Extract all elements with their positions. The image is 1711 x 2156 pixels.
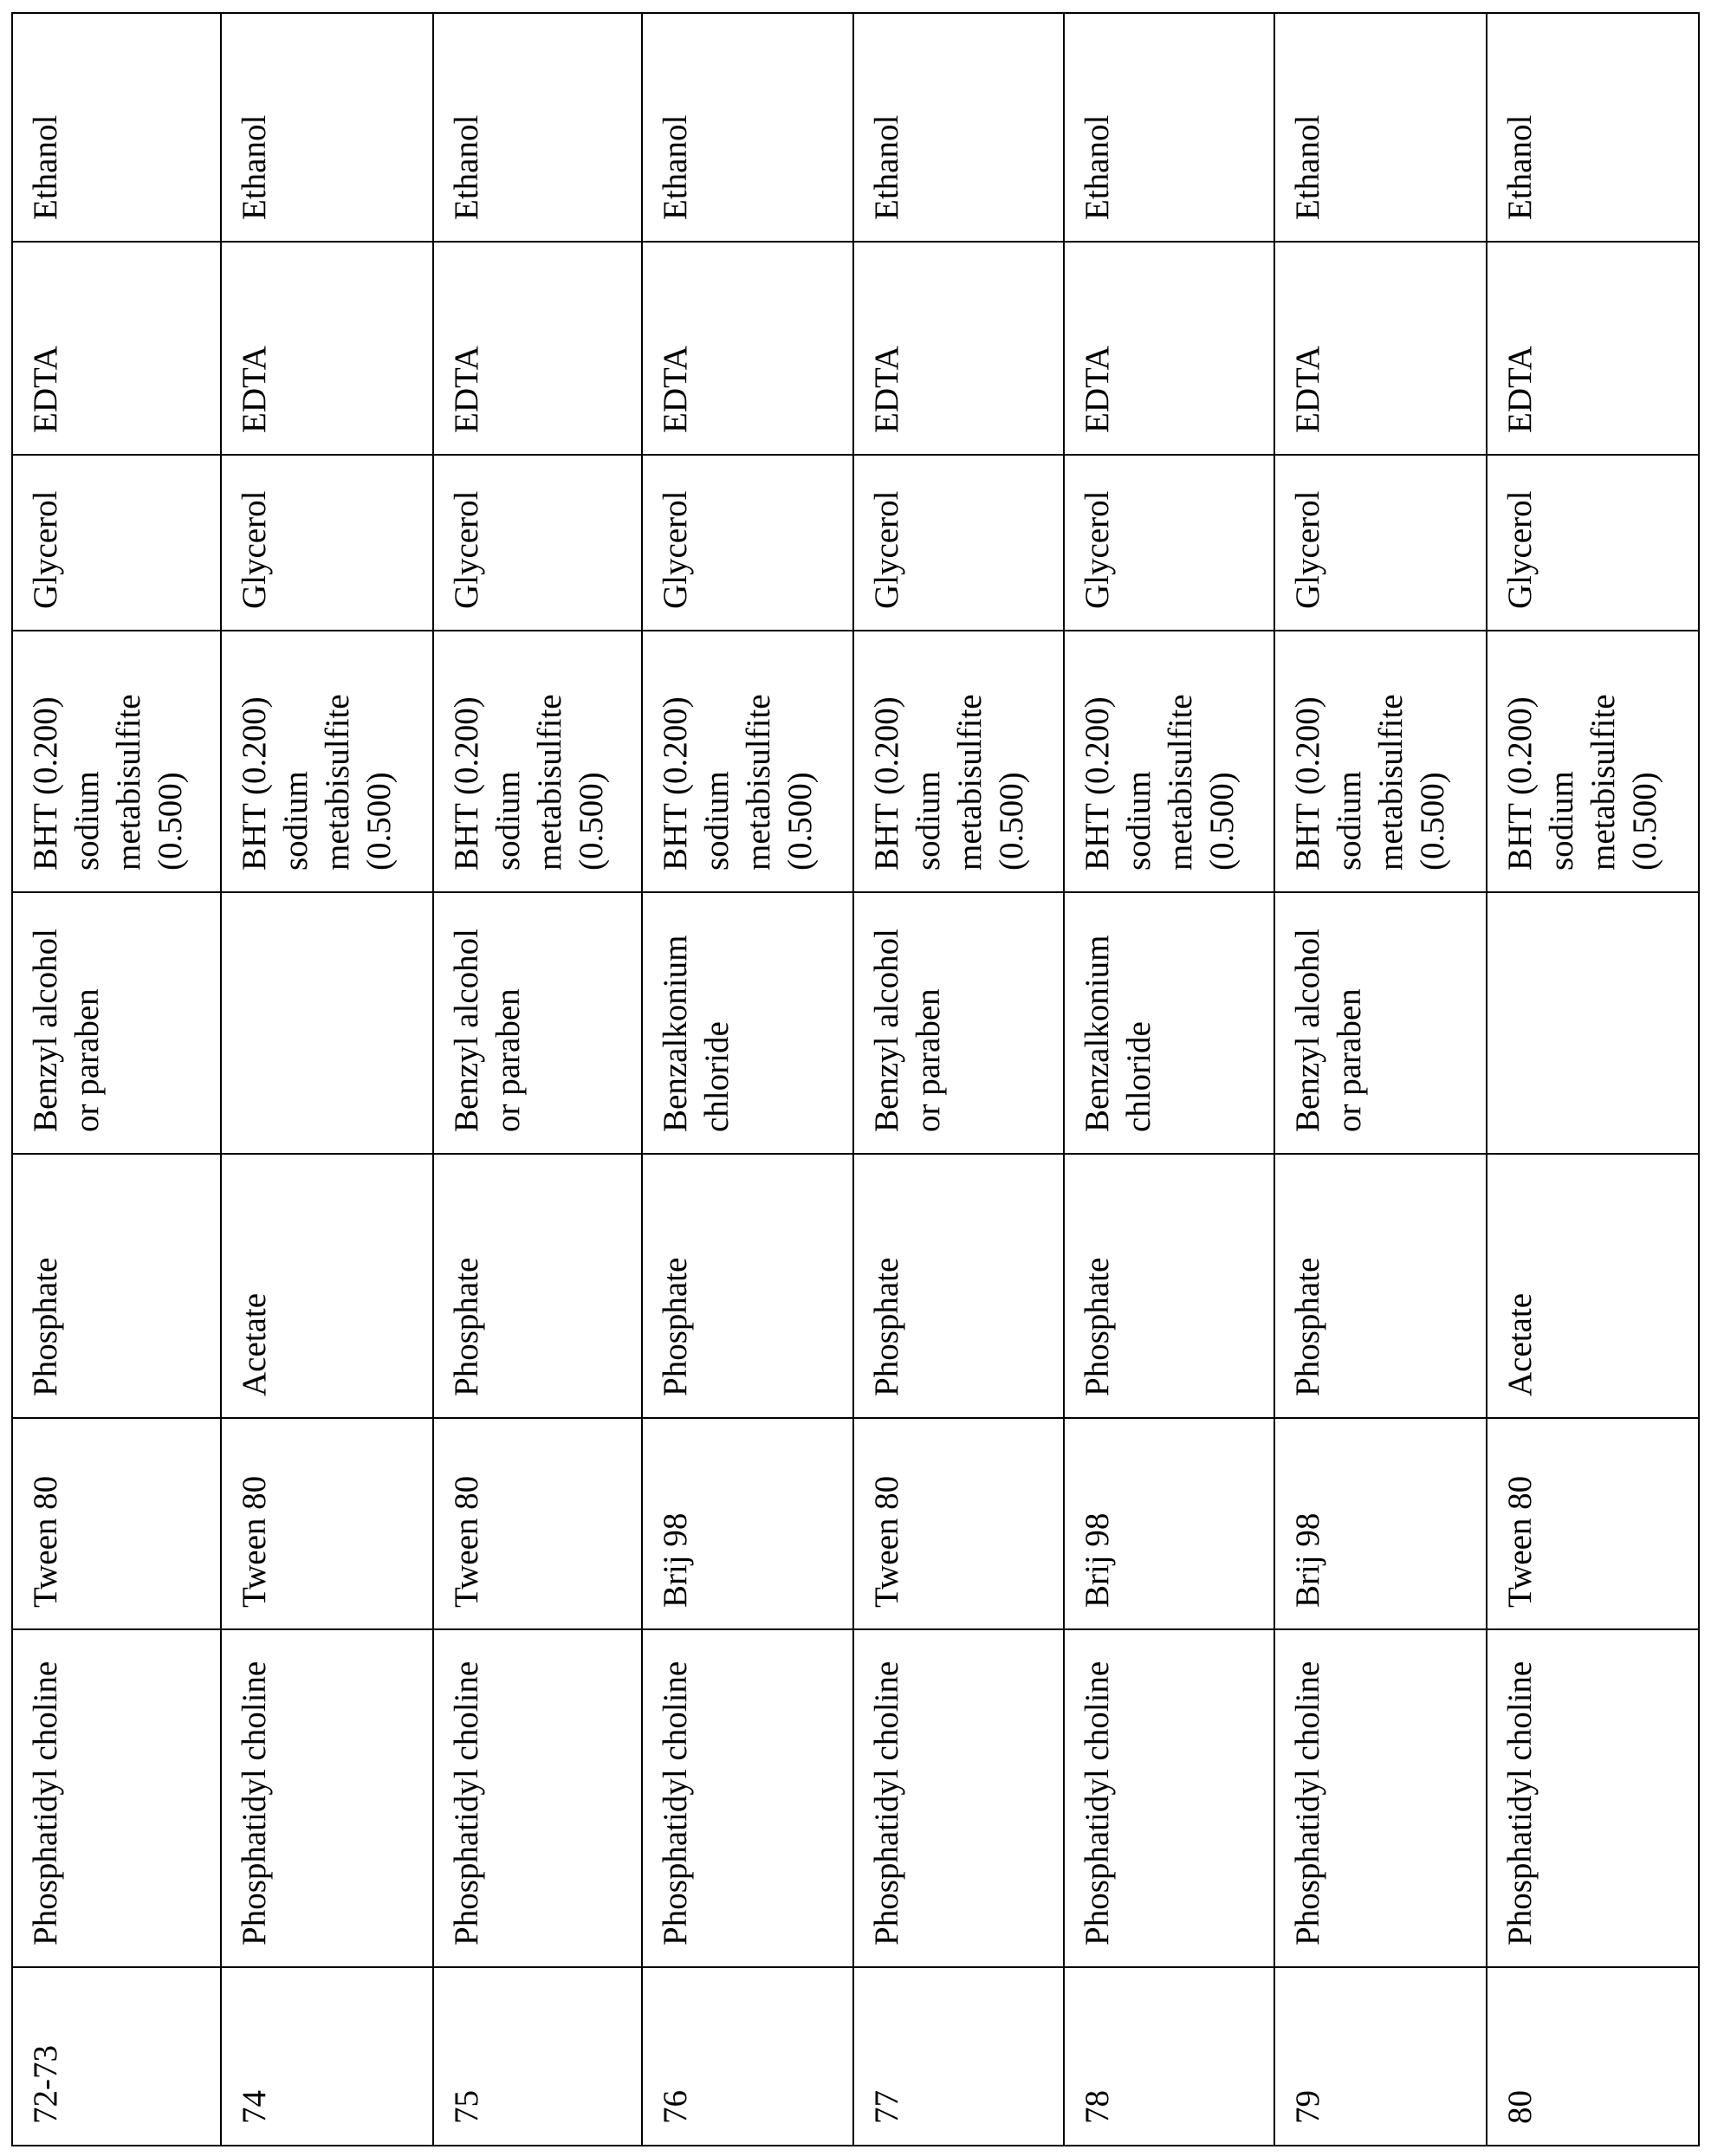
cell-text-polyol: Glycerol xyxy=(1487,456,1698,630)
cell-text-buffer: Phosphate xyxy=(1065,1155,1274,1417)
table-cell-number xyxy=(1274,1966,1487,2146)
cell-text-ethanol: Ethanol xyxy=(222,14,432,241)
cell-text-preservative: Benzyl alcohol or paraben xyxy=(854,893,1063,1153)
table-cell-polyol xyxy=(1063,454,1275,631)
cell-text-surfactant: Tween 80 xyxy=(1487,1419,1698,1628)
table-cell-preservative xyxy=(1063,891,1275,1155)
table-cell-lipid xyxy=(11,1628,222,1968)
cell-text-preservative xyxy=(1487,893,1698,1153)
table-cell-chelator xyxy=(1486,241,1700,456)
table-cell-surfactant xyxy=(852,1417,1065,1630)
table-cell-antioxidant xyxy=(1486,630,1700,893)
cell-text-buffer: Phosphate xyxy=(643,1155,852,1417)
cell-text-surfactant: Tween 80 xyxy=(222,1419,432,1628)
table-cell-lipid xyxy=(1486,1628,1700,1968)
cell-text-antioxidant: BHT (0.200) sodium metabisulfite (0.500) xyxy=(434,631,641,891)
cell-text-preservative: Benzyl alcohol or paraben xyxy=(434,893,641,1153)
cell-text-antioxidant: BHT (0.200) sodium metabisulfite (0.500) xyxy=(643,631,852,891)
cell-text-chelator: EDTA xyxy=(434,243,641,454)
table-cell-surfactant xyxy=(1486,1417,1700,1630)
cell-text-ethanol: Ethanol xyxy=(854,14,1063,241)
cell-text-buffer: Phosphate xyxy=(434,1155,641,1417)
cell-text-ethanol: Ethanol xyxy=(1065,14,1274,241)
cell-text-polyol: Glycerol xyxy=(434,456,641,630)
cell-text-surfactant: Brij 98 xyxy=(643,1419,852,1628)
table-cell-buffer xyxy=(1063,1153,1275,1419)
table-cell-ethanol xyxy=(432,12,643,243)
cell-text-lipid: Phosphatidyl choline xyxy=(1487,1630,1698,1966)
cell-text-polyol: Glycerol xyxy=(1275,456,1486,630)
rotated-formulation-table xyxy=(0,0,1711,2156)
cell-text-chelator: EDTA xyxy=(1065,243,1274,454)
cell-text-antioxidant: BHT (0.200) sodium metabisulfite (0.500) xyxy=(854,631,1063,891)
table-cell-surfactant xyxy=(641,1417,854,1630)
table-cell-preservative xyxy=(432,891,643,1155)
table-cell-chelator xyxy=(1063,241,1275,456)
cell-text-preservative: Benzalkonium chloride xyxy=(1065,893,1274,1153)
cell-text-antioxidant: BHT (0.200) sodium metabisulfite (0.500) xyxy=(222,631,432,891)
table-cell-antioxidant xyxy=(852,630,1065,893)
cell-text-number: 79 xyxy=(1275,1968,1486,2145)
table-cell-preservative xyxy=(641,891,854,1155)
cell-text-lipid: Phosphatidyl choline xyxy=(222,1630,432,1966)
table-cell-surfactant xyxy=(1274,1417,1487,1630)
cell-text-buffer: Acetate xyxy=(222,1155,432,1417)
table-cell-chelator xyxy=(641,241,854,456)
table-cell-ethanol xyxy=(1486,12,1700,243)
cell-text-ethanol: Ethanol xyxy=(1275,14,1486,241)
cell-text-lipid: Phosphatidyl choline xyxy=(434,1630,641,1966)
table-cell-lipid xyxy=(1063,1628,1275,1968)
table-cell-preservative xyxy=(220,891,434,1155)
cell-text-number: 72-73 xyxy=(13,1968,220,2145)
cell-text-preservative: Benzyl alcohol or paraben xyxy=(13,893,220,1153)
cell-text-polyol: Glycerol xyxy=(854,456,1063,630)
table-cell-preservative xyxy=(1486,891,1700,1155)
table-cell-surfactant xyxy=(1063,1417,1275,1630)
cell-text-preservative xyxy=(222,893,432,1153)
table-cell-antioxidant xyxy=(220,630,434,893)
table-cell-antioxidant xyxy=(432,630,643,893)
cell-text-chelator: EDTA xyxy=(854,243,1063,454)
table-cell-polyol xyxy=(1274,454,1487,631)
table-cell-buffer xyxy=(641,1153,854,1419)
cell-text-antioxidant: BHT (0.200) sodium metabisulfite (0.500) xyxy=(1275,631,1486,891)
table-cell-buffer xyxy=(11,1153,222,1419)
table-cell-surfactant xyxy=(11,1417,222,1630)
cell-text-preservative: Benzalkonium chloride xyxy=(643,893,852,1153)
cell-text-lipid: Phosphatidyl choline xyxy=(854,1630,1063,1966)
cell-text-surfactant: Brij 98 xyxy=(1065,1419,1274,1628)
cell-text-preservative: Benzyl alcohol or paraben xyxy=(1275,893,1486,1153)
cell-text-polyol: Glycerol xyxy=(1065,456,1274,630)
table-cell-number xyxy=(432,1966,643,2146)
cell-text-buffer: Phosphate xyxy=(1275,1155,1486,1417)
table-cell-polyol xyxy=(1486,454,1700,631)
table-cell-chelator xyxy=(1274,241,1487,456)
table-cell-lipid xyxy=(852,1628,1065,1968)
table-cell-ethanol xyxy=(11,12,222,243)
cell-text-surfactant: Tween 80 xyxy=(854,1419,1063,1628)
table-cell-surfactant xyxy=(432,1417,643,1630)
table-cell-antioxidant xyxy=(1063,630,1275,893)
cell-text-chelator: EDTA xyxy=(13,243,220,454)
cell-text-number: 78 xyxy=(1065,1968,1274,2145)
table-cell-preservative xyxy=(1274,891,1487,1155)
table-cell-number xyxy=(852,1966,1065,2146)
cell-text-buffer: Phosphate xyxy=(13,1155,220,1417)
cell-text-ethanol: Ethanol xyxy=(643,14,852,241)
table-cell-buffer xyxy=(1486,1153,1700,1419)
cell-text-number: 80 xyxy=(1487,1968,1698,2145)
table-cell-buffer xyxy=(852,1153,1065,1419)
table-cell-polyol xyxy=(852,454,1065,631)
cell-text-number: 74 xyxy=(222,1968,432,2145)
cell-text-antioxidant: BHT (0.200) sodium metabisulfite (0.500) xyxy=(1065,631,1274,891)
table-cell-polyol xyxy=(432,454,643,631)
cell-text-ethanol: Ethanol xyxy=(13,14,220,241)
table-cell-antioxidant xyxy=(11,630,222,893)
table-cell-buffer xyxy=(432,1153,643,1419)
table-cell-number xyxy=(220,1966,434,2146)
cell-text-chelator: EDTA xyxy=(222,243,432,454)
cell-text-number: 77 xyxy=(854,1968,1063,2145)
table-cell-chelator xyxy=(432,241,643,456)
table-cell-polyol xyxy=(220,454,434,631)
cell-text-polyol: Glycerol xyxy=(222,456,432,630)
cell-text-surfactant: Tween 80 xyxy=(434,1419,641,1628)
table-cell-chelator xyxy=(220,241,434,456)
cell-text-antioxidant: BHT (0.200) sodium metabisulfite (0.500) xyxy=(13,631,220,891)
table-cell-surfactant xyxy=(220,1417,434,1630)
table-cell-number xyxy=(11,1966,222,2146)
table-cell-chelator xyxy=(11,241,222,456)
table-cell-chelator xyxy=(852,241,1065,456)
cell-text-surfactant: Tween 80 xyxy=(13,1419,220,1628)
table-cell-number xyxy=(1486,1966,1700,2146)
table-cell-lipid xyxy=(432,1628,643,1968)
cell-text-polyol: Glycerol xyxy=(13,456,220,630)
table-cell-lipid xyxy=(220,1628,434,1968)
cell-text-lipid: Phosphatidyl choline xyxy=(643,1630,852,1966)
cell-text-buffer: Acetate xyxy=(1487,1155,1698,1417)
cell-text-polyol: Glycerol xyxy=(643,456,852,630)
table-cell-number xyxy=(641,1966,854,2146)
cell-text-chelator: EDTA xyxy=(1487,243,1698,454)
cell-text-number: 76 xyxy=(643,1968,852,2145)
cell-text-surfactant: Brij 98 xyxy=(1275,1419,1486,1628)
table-cell-ethanol xyxy=(641,12,854,243)
table-cell-ethanol xyxy=(220,12,434,243)
cell-text-chelator: EDTA xyxy=(1275,243,1486,454)
cell-text-antioxidant: BHT (0.200) sodium metabisulfite (0.500) xyxy=(1487,631,1698,891)
cell-text-lipid: Phosphatidyl choline xyxy=(13,1630,220,1966)
table-cell-buffer xyxy=(1274,1153,1487,1419)
table-cell-number xyxy=(1063,1966,1275,2146)
table-cell-antioxidant xyxy=(1274,630,1487,893)
cell-text-number: 75 xyxy=(434,1968,641,2145)
table-cell-antioxidant xyxy=(641,630,854,893)
table-cell-polyol xyxy=(641,454,854,631)
table-cell-lipid xyxy=(1274,1628,1487,1968)
cell-text-lipid: Phosphatidyl choline xyxy=(1065,1630,1274,1966)
cell-text-ethanol: Ethanol xyxy=(1487,14,1698,241)
cell-text-ethanol: Ethanol xyxy=(434,14,641,241)
cell-text-lipid: Phosphatidyl choline xyxy=(1275,1630,1486,1966)
table-cell-lipid xyxy=(641,1628,854,1968)
table-cell-preservative xyxy=(852,891,1065,1155)
table-cell-ethanol xyxy=(852,12,1065,243)
table-cell-buffer xyxy=(220,1153,434,1419)
table-cell-ethanol xyxy=(1063,12,1275,243)
cell-text-buffer: Phosphate xyxy=(854,1155,1063,1417)
table-cell-polyol xyxy=(11,454,222,631)
cell-text-chelator: EDTA xyxy=(643,243,852,454)
table-cell-preservative xyxy=(11,891,222,1155)
table-cell-ethanol xyxy=(1274,12,1487,243)
